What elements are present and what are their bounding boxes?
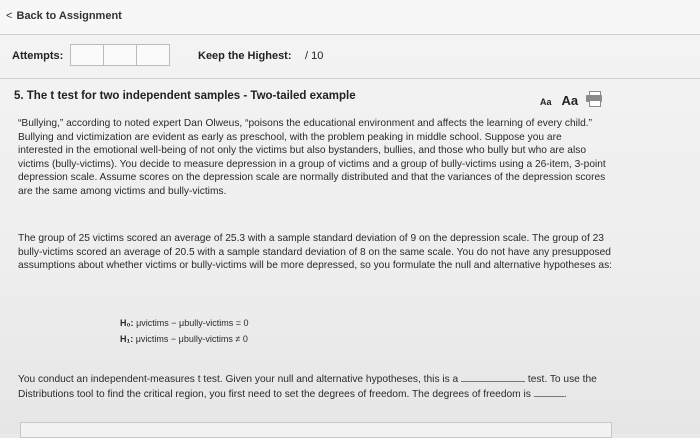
- attempt-box-2: [103, 44, 137, 66]
- alternative-hypothesis: [120, 334, 248, 344]
- h0-expression: μvictims − μbully-victims: [136, 318, 234, 328]
- null-hypothesis: [120, 318, 249, 328]
- back-label: Back to Assignment: [16, 10, 122, 22]
- paragraph3-part-a: You conduct an independent-measures t test. Given your null and alternative hypotheses, this is a: [18, 374, 459, 385]
- back-to-assignment-link[interactable]: [6, 10, 122, 22]
- attempt-box-1: [70, 44, 104, 66]
- question-paragraph-2: The group of 25 victims scored an average of 25.3 with a sample standard deviation of 9 on the depression scale. The group of 23 bully-victims scored an average of 20.5 with a sample standard deviation of 8 on the same scale. You do not have any presupposed assumptions about whether victims or bully-victims will be more depressed, so you formulate the null and alternative hypotheses as:: [18, 233, 612, 272]
- paragraph3-part-b: test. To use the Distributions tool to find the critical region, you first need to set the degrees of freedom. The degrees of freedom is: [18, 374, 597, 400]
- h1-operator: ≠: [235, 334, 241, 344]
- keep-highest-label: Keep the Highest:: [198, 50, 292, 62]
- attempt-box-3: [136, 44, 170, 66]
- distributions-tool-panel: [20, 422, 612, 438]
- chevron-left-icon: <: [6, 10, 13, 22]
- h1-label: H₁:: [120, 334, 134, 344]
- attempts-row: [10, 44, 690, 68]
- h0-operator: =: [235, 318, 241, 328]
- font-decrease-button[interactable]: Aa: [540, 97, 552, 107]
- h0-value: 0: [243, 318, 249, 328]
- h1-value: 0: [242, 334, 248, 344]
- keep-highest-score: / 10: [305, 50, 324, 62]
- attempt-indicators: [70, 44, 169, 66]
- test-type-dropdown[interactable]: [461, 372, 525, 382]
- question-paragraph-1: “Bullying,” according to noted expert Dan Olweus, “poisons the educational environment and affects the learning of every child.” Bullying and victimization are evident as early as preschool, with the problem peaking in middle school. Suppose you are interested in the emotional well-being of not only the victims but also bystanders, bullies, and those who bully but who are also victims (bully-victims). You decide to measure depression in a group of victims and a group of bully-victims using a 26-item, 3-point depression scale. Assume scores on the depression scale are normally distributed and that the variances of the depression scores are the same among victims and bully-victims.: [18, 118, 606, 197]
- font-increase-button[interactable]: Aa: [561, 93, 579, 108]
- top-bar: [0, 0, 700, 35]
- degrees-of-freedom-dropdown[interactable]: [534, 387, 564, 397]
- h1-expression: μvictims − μbully-victims: [135, 334, 233, 344]
- h0-label: H₀:: [120, 318, 134, 328]
- font-size-tools: [540, 91, 602, 108]
- paragraph3-part-c: .: [563, 388, 567, 400]
- question-paragraph-3: [18, 372, 598, 401]
- print-icon[interactable]: [586, 91, 602, 105]
- divider: [0, 78, 700, 79]
- attempts-label: Attempts:: [12, 50, 64, 62]
- question-title: 5. The t test for two independent samples - Two-tailed example: [14, 90, 356, 102]
